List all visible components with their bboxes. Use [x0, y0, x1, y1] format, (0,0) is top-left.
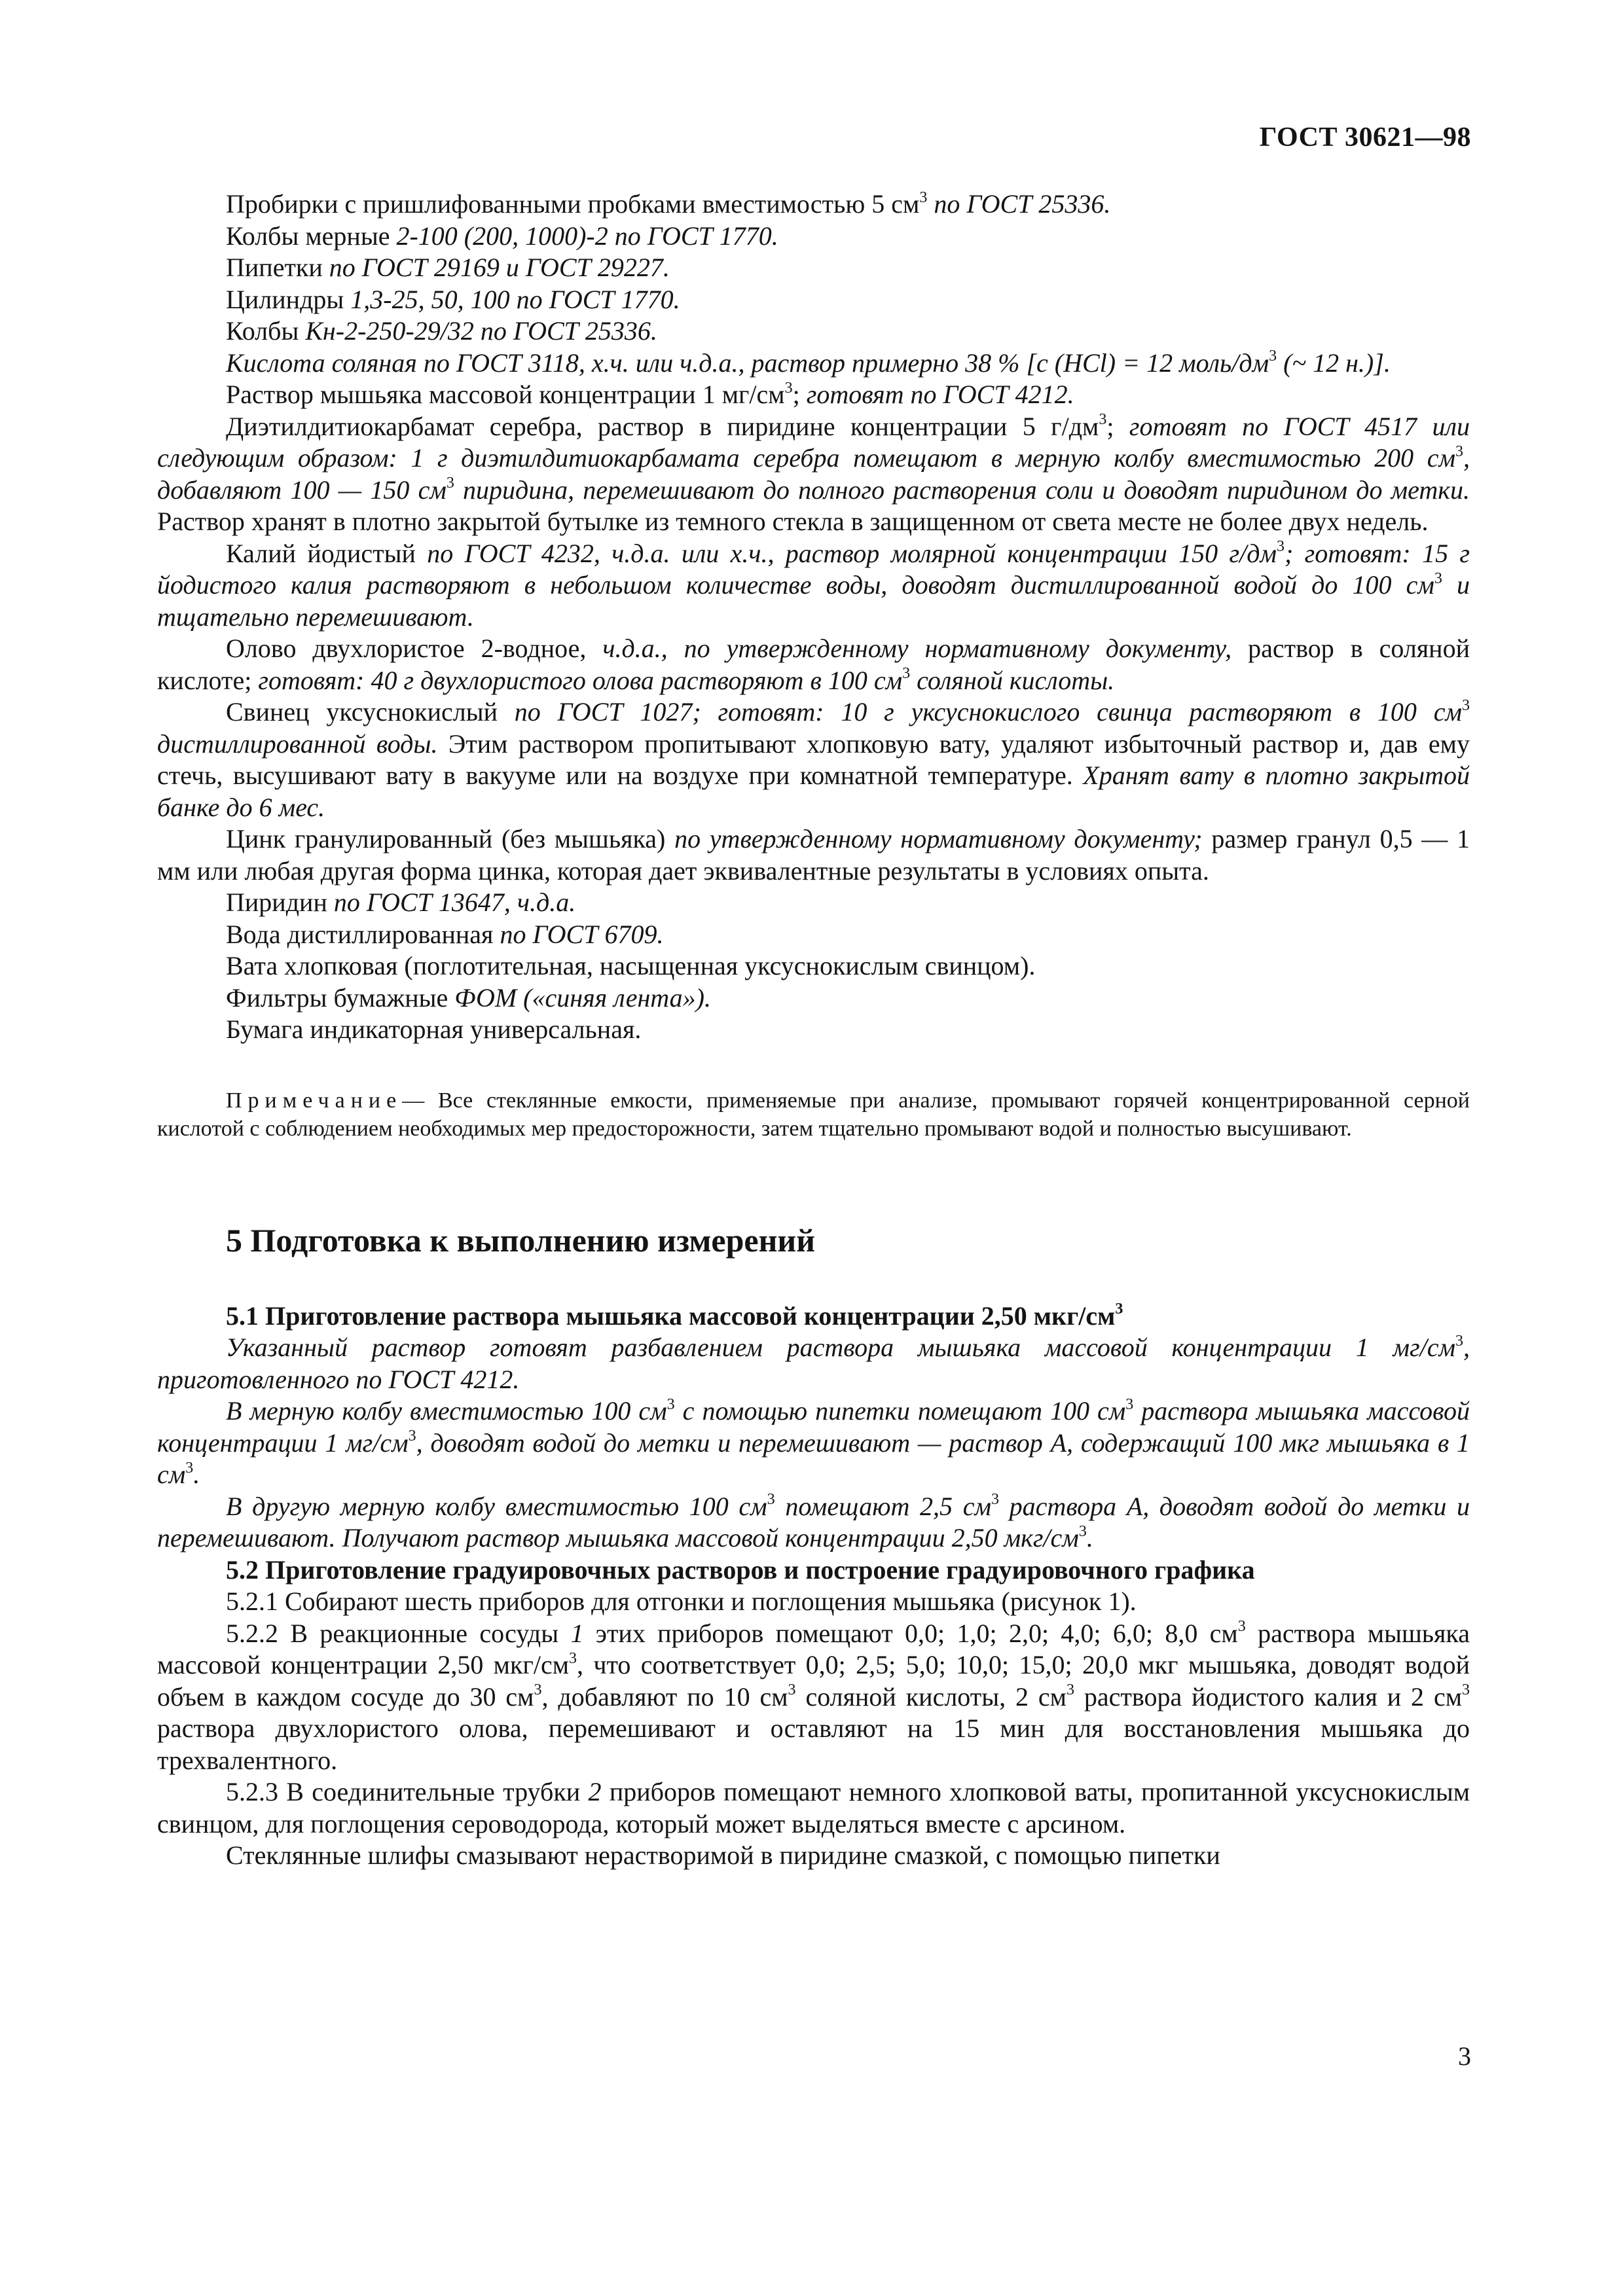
- list-item: Колбы Кн-2-250-29/32 по ГОСТ 25336.: [226, 316, 657, 346]
- list-item: Цинк гранулированный (без мышьяка) по утвержденному нормативному документу; размер гранул 0,5 — 1 мм или любая другая форма цинка, которая дает эквивалентные результаты в условиях опыта.: [157, 824, 1470, 886]
- subsection-heading: 5.2 Приготовление градуировочных растворов и построение градуировочного графика: [226, 1554, 1255, 1585]
- list-item: Вода дистиллированная по ГОСТ 6709.: [226, 919, 664, 949]
- list-item: Бумага индикаторная универсальная.: [226, 1014, 642, 1044]
- document-body: [157, 188, 1470, 1872]
- paragraph: 5.2.2 В реакционные сосуды 1 этих приборов помещают 0,0; 1,0; 2,0; 4,0; 6,0; 8,0 $см^3$ раствора мышьяка массовой концентрации 2,50 мкг/$см^3$, что соответствует 0,0; 2,5; 5,0; 10,0; 15,0; 20,0 мкг мышьяка, доводят водой объем в каждом сосуде до 30 $см^3$, добавляют по 10 $см^3$ соляной кислоты, 2 $см^3$ раствора йодистого калия и 2 $см^3$ раствора двухлористого олова, перемешивают и оставляют на 15 мин для восстановления мышьяка до трехвалентного.: [157, 1618, 1470, 1775]
- section-heading: 5 Подготовка к выполнению измерений: [226, 1221, 815, 1259]
- list-item: Вата хлопковая (поглотительная, насыщенная уксуснокислым свинцом).: [226, 951, 1036, 980]
- list-item: Кислота соляная по ГОСТ 3118, х.ч. или ч.д.а., раствор примерно 38 % [с (НСl) = 12 моль/$дм^3$ (~ 12 н.)].: [226, 348, 1391, 378]
- list-item: Пробирки с пришлифованными пробками вместимостью 5 $см^3$ по ГОСТ 25336.: [226, 188, 1111, 219]
- list-item: Олово двухлористое 2-водное, ч.д.а., по утвержденному нормативному документу, раствор в соляной кислоте; готовят: 40 г двухлористого олова растворяют в 100 $см^3$ соляной кислоты.: [157, 634, 1470, 695]
- list-item: Пиридин по ГОСТ 13647, ч.д.а.: [226, 888, 576, 917]
- paragraph: 5.2.3 В соединительные трубки 2 приборов помещают немного хлопковой ваты, пропитанной уксуснокислым свинцом, для поглощения сероводорода, который может выделяться вместе с арсином.: [157, 1777, 1470, 1839]
- list-item: Раствор мышьяка массовой концентрации 1 $мг/см^3$; готовят по ГОСТ 4212.: [226, 379, 1074, 409]
- note-paragraph: Примечание— Все стеклянные емкости, применяемые при анализе, промывают горячей концентрированной серной кислотой с соблюдением необходимых мер предосторожности, затем тщательно промывают водой и полностью высушивают.: [157, 1088, 1470, 1141]
- paragraph: Стеклянные шлифы смазывают нерастворимой в пиридине смазкой, с помощью пипетки: [226, 1840, 1220, 1870]
- paragraph: В мерную колбу вместимостью 100 $см^3$ с помощью пипетки помещают 100 $см^3$ раствора мышьяка массовой концентрации 1 $мг/см^3$, доводят водой до метки и перемешивают — раствор А, содержащий 100 мкг мышьяка в 1 $см^3$.: [157, 1395, 1470, 1489]
- list-item: Пипетки по ГОСТ 29169 и ГОСТ 29227.: [226, 253, 670, 282]
- paragraph: В другую мерную колбу вместимостью 100 $см^3$ помещают 2,5 $см^3$ раствора А, доводят водой до метки и перемешивают. Получают раствор мышьяка массовой концентрации 2,50 мкг/$см^3$.: [157, 1491, 1470, 1552]
- list-item: Свинец уксуснокислый по ГОСТ 1027; готовят: 10 г уксуснокислого свинца растворяют в 100 $см^3$ дистиллированной воды. Этим раствором пропитывают хлопковую вату, удаляют избыточный раствор и, дав ему стечь, высушивают вату в вакууме или на воздухе при комнатной температуре. Хранят вату в плотно закрытой банке до 6 мес.: [157, 696, 1470, 822]
- list-item: Калий йодистый по ГОСТ 4232, ч.д.а. или х.ч., раствор молярной концентрации 150 $г/дм^3$; готовят: 15 г йодистого калия растворяют в небольшом количестве воды, доводят дистиллированной водой до 100 $см^3$ и тщательно перемешивают.: [157, 538, 1470, 632]
- paragraph: 5.2.1 Собирают шесть приборов для отгонки и поглощения мышьяка (рисунок 1).: [226, 1587, 1137, 1616]
- document-code-header: ГОСТ 30621—98: [1259, 122, 1471, 152]
- list-item: Диэтилдитиокарбамат серебра, раствор в пиридине концентрации 5 $г/дм^3$; готовят по ГОСТ 4517 или следующим образом: 1 г диэтилдитиокарбамата серебра помещают в мерную колбу вместимостью 200 $см^3$, добавляют 100 — 150 $см^3$ пиридина, перемешивают до полного растворения соли и доводят пиридином до метки. Раствор хранят в плотно закрытой бутылке из темного стекла в защищенном от света месте не более двух недель.: [157, 411, 1470, 536]
- page-number: 3: [1458, 2041, 1471, 2071]
- note-label: Примечание: [226, 1088, 403, 1113]
- list-item: Цилиндры 1,3-25, 50, 100 по ГОСТ 1770.: [226, 284, 680, 314]
- paragraph: Указанный раствор готовят разбавлением раствора мышьяка массовой концентрации 1 $мг/см^3$, приготовленного по ГОСТ 4212.: [157, 1332, 1470, 1394]
- list-item: Фильтры бумажные ФОМ («синяя лента»).: [226, 982, 711, 1013]
- subsection-heading: 5.1 Приготовление раствора мышьяка массовой концентрации 2,50 мкг/$см^3$: [226, 1300, 1123, 1331]
- list-item: Колбы мерные 2-100 (200, 1000)-2 по ГОСТ 1770.: [226, 221, 778, 251]
